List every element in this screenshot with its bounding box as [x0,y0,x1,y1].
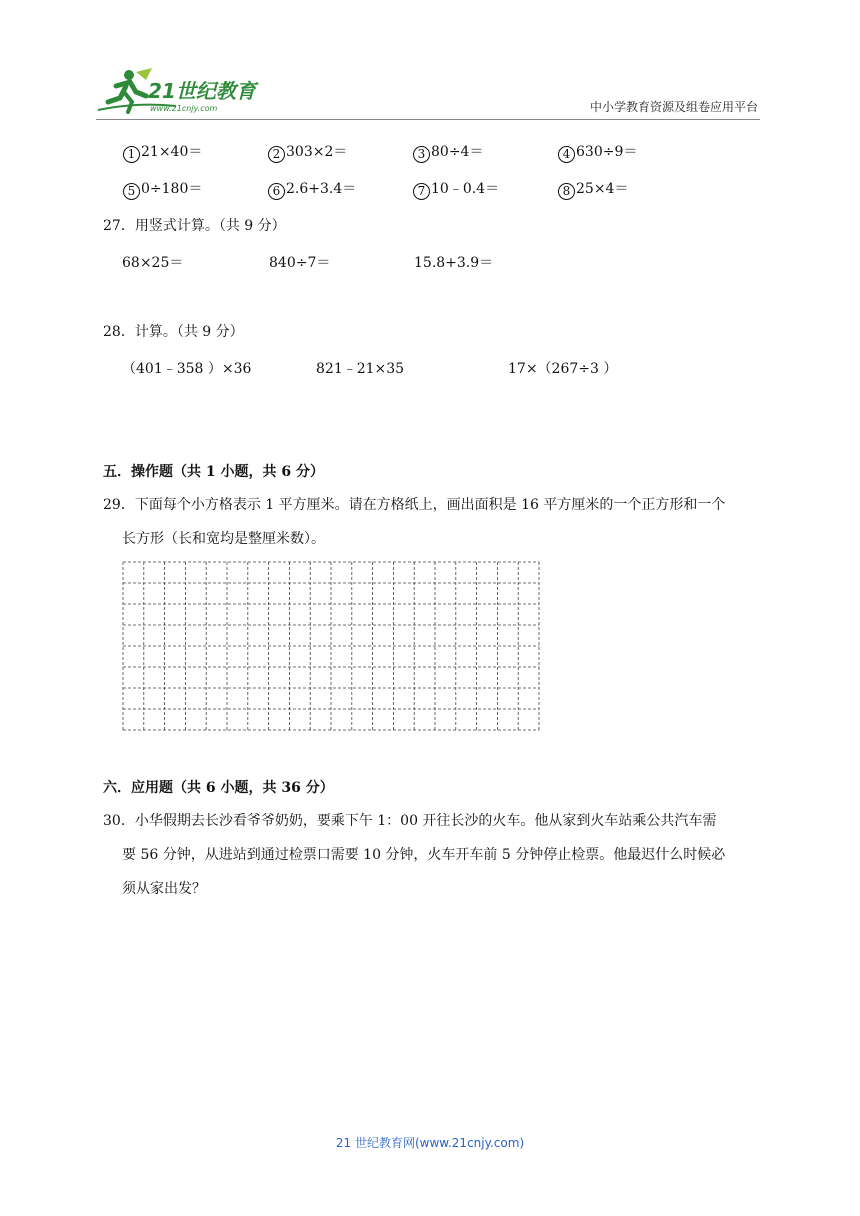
q27-expression-3: 15.8+3.9＝ [414,255,494,271]
oral-expression: 630÷9＝ [576,144,638,160]
section-6-heading: 六．应用题（共 6 小题，共 36 分） [103,780,334,796]
circled-number: 7 [413,183,430,200]
circled-number: 4 [558,146,575,163]
logo-text: 21世纪教育 [148,79,256,103]
logo [96,66,266,116]
oral-item-1 [123,145,202,163]
oral-item-4 [558,145,637,163]
question-29-line-1: 29．下面每个小方格表示 1 平方厘米。请在方格纸上，画出面积是 16 平方厘米的一个正方形和一个 [103,497,726,513]
circled-number: 5 [123,183,140,200]
oral-item-8 [558,182,628,200]
question-28-title: 28．计算。（共 9 分） [103,324,244,340]
oral-expression: 303×2＝ [286,144,348,160]
header-platform-text: 中小学教育资源及组卷应用平台 [589,100,758,114]
q27-expression-2: 840÷7＝ [269,255,331,271]
grid-lines [123,562,539,730]
oral-item-2 [268,145,347,163]
square-grid-paper[interactable] [122,561,540,731]
circled-number: 2 [268,146,285,163]
circled-number: 8 [558,183,575,200]
circled-number: 6 [268,183,285,200]
footer-site-link[interactable]: 21 世纪教育网(www.21cnjy.com) [335,1136,525,1150]
oral-expression: 10﹣0.4＝ [431,181,500,197]
oral-expression: 25×4＝ [576,181,629,197]
oral-expression: 2.6+3.4＝ [286,181,357,197]
q28-expression-2: 821﹣21×35 [316,361,405,377]
oral-item-3 [413,145,483,163]
oral-item-6 [268,182,356,200]
oral-expression: 80÷4＝ [431,144,484,160]
circled-number: 3 [413,146,430,163]
oral-item-5 [123,182,202,200]
oral-expression: 0÷180＝ [141,181,203,197]
question-30-line-2: 要 56 分钟，从进站到通过检票口需要 10 分钟，火车开车前 5 分钟停止检票。他最迟什么时候必 [122,847,726,863]
header-divider [96,119,760,120]
q27-expression-1: 68×25＝ [122,255,184,271]
q28-expression-3: 17×（267÷3 ） [508,361,618,377]
oral-expression: 21×40＝ [141,144,203,160]
logo-subtext: www.21cnjy.com [150,104,218,113]
question-30-line-1: 30．小华假期去长沙看爷爷奶奶，要乘下午 1：00 开往长沙的火车。他从家到火车站乘公共汽车需 [103,813,717,829]
question-30-line-3: 须从家出发？ [122,881,206,897]
q28-expression-1: （401﹣358 ）×36 [122,361,252,377]
circled-number: 1 [123,146,140,163]
question-27-title: 27．用竖式计算。（共 9 分） [103,218,286,234]
section-5-heading: 五．操作题（共 1 小题，共 6 分） [103,464,324,480]
question-29-line-2: 长方形（长和宽均是整厘米数）。 [122,531,325,547]
oral-item-7 [413,182,499,200]
